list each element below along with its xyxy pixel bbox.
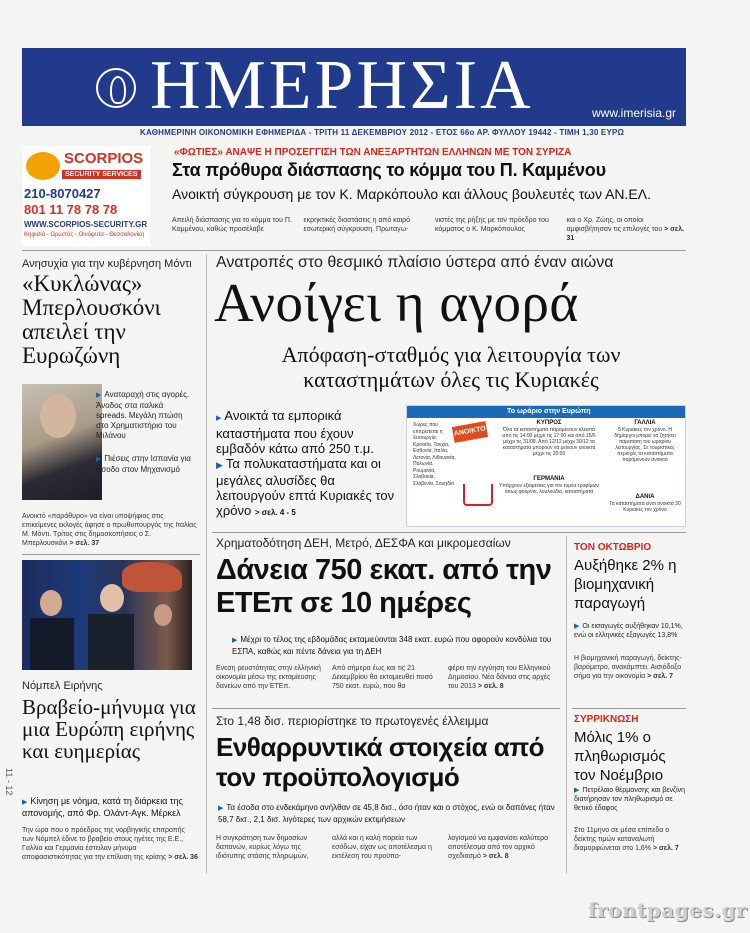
nobel-text bbox=[22, 826, 198, 862]
top-story-teaser bbox=[172, 216, 688, 243]
industry-text bbox=[574, 654, 686, 681]
graphic-cyprus-text: Όλα τα καταστήματα παραμένουν κλειστά από τις 14:00 μέχρι τις 17:00 και από 15/6 μέχρι τις 31/08. Από 12/12 μέχρι 30/12 τα καταστήματα μπορούν να μείνουν ανοικτά μέχρι τις 20:00 bbox=[502, 427, 596, 457]
photo-face bbox=[154, 604, 172, 626]
budget-col: Η συγκράτηση των δημοσίων δαπανών, κυρίως λόγω της ιδιότυπης στάσης πληρωμών, bbox=[216, 835, 309, 860]
divider bbox=[22, 250, 686, 251]
monti-photo bbox=[22, 384, 102, 500]
lead-kicker: Ανατροπές στο θεσμικό πλαίσιο ύστερα από έναν αιώνα bbox=[216, 254, 614, 271]
ad-cities: Κηφισιά - Ωρωπός - Οινόφυτα - Θεσσαλονίκη bbox=[24, 232, 145, 238]
monti-kicker: Ανησυχία για την κυβέρνηση Μόντι bbox=[22, 258, 192, 270]
page-ref[interactable]: > σελ. 36 bbox=[168, 854, 198, 861]
budget-body bbox=[216, 834, 556, 861]
divider bbox=[572, 708, 686, 709]
ad-brand: SCORPIOS bbox=[64, 150, 144, 167]
dateline: ΚΑΘΗΜΕΡΙΝΗ ΟΙΚΟΝΟΜΙΚΗ ΕΦΗΜΕΡΙΔΑ - ΤΡΙΤΗ 11 ΔΕΚΕΜΒΡΙΟΥ 2012 - ΕΤΟΣ 66ο ΑΡ. ΦΥΛΛΟΥ 19442 - ΤΙΜΗ 1,30 ΕΥΡΩ bbox=[140, 128, 625, 137]
industry-kicker: ΤΟΝ ΟΚΤΩΒΡΙΟ bbox=[574, 542, 652, 553]
budget-col-text: λογισμού να εμφανίσει καλύτερο αποτέλεσμα από τον αρχικό σχεδιασμό bbox=[448, 835, 548, 860]
eib-bullet: ▶ Μέχρι το τέλος της εβδομάδας εκταμιεύονται 348 εκατ. ευρώ που αφορούν κονδύλια του ΕΣΠΑ, καθώς και πέντε δάνεια για τη ΔΕΗ bbox=[232, 634, 562, 657]
inflation-headline[interactable]: Μόλις 1% ο πληθωρισμός τον Νοέμβριο bbox=[574, 729, 666, 784]
monti-bullet: ▶ Αναταραχή στις αγορές. Άνοδος στα ιταλικά spreads. Μεγάλη πτώση στο Χρηματιστήριο του Μιλάνου bbox=[96, 390, 192, 441]
shopping-cart-icon bbox=[463, 484, 493, 506]
inflation-text bbox=[574, 826, 686, 853]
graphic-cyprus bbox=[499, 420, 599, 457]
teaser-col bbox=[567, 216, 689, 243]
ad-website: WWW.SCORPIOS-SECURITY.GR bbox=[24, 220, 148, 229]
page-ref[interactable]: > σελ. 7 bbox=[647, 673, 673, 680]
top-story-dek: Ανοικτή σύγκρουση με τον Κ. Μαρκόπουλο και άλλους βουλευτές των ΑΝ.ΕΛ. bbox=[172, 186, 652, 202]
ad-phone-1: 210-8070427 bbox=[24, 186, 101, 201]
nobel-ceremony-photo bbox=[22, 560, 192, 670]
teaser-col: νιστές της ρήξης με τον πρόεδρο του κόμματος ο Κ. Μαρκόπουλος bbox=[435, 217, 549, 233]
graphic-countries: Χώρες που επιτρέπεται η λειτουργία: Κροατία, Τσεχία, Εσθονία, Ιταλία, Λετονία, Λιθουανία, Πολωνία, Ρουμανία, Σλοβακία, Σλοβενία, Σουηδία bbox=[413, 422, 456, 487]
divider bbox=[566, 536, 567, 874]
page-ref[interactable]: > σελ. 4 - 5 bbox=[254, 508, 296, 517]
photo-figure bbox=[88, 614, 134, 670]
divider bbox=[212, 708, 560, 709]
graphic-france bbox=[607, 420, 683, 463]
monti-headline[interactable]: «Κυκλώνας» Μπερλουσκόνι απειλεί την Ευρωζώνη bbox=[22, 271, 161, 368]
divider bbox=[206, 254, 207, 874]
monti-caption-text: Ανοικτό «παράθυρο» να είναι υποψήφιος στις επικείμενες εκλογές άφησε ο πρωθυπουργός της Ιταλίας Μ. Μόντι. Τρίτος στις δημοσκοπήσεις ο Σ. Μπερλουσκόνι bbox=[22, 513, 197, 547]
nobel-kicker: Νόμπελ Ειρήνης bbox=[22, 680, 103, 692]
monti-caption bbox=[22, 512, 198, 548]
page-ref[interactable]: > σελ. 8 bbox=[482, 853, 509, 860]
budget-col bbox=[448, 834, 556, 861]
inflation-text-body: Στο 11μηνο σε μέσα επίπεδα ο δείκτης τιμών καταναλωτή διαμορφώνεται στο 1,6% bbox=[574, 827, 670, 852]
masthead-title: ΗΜΕΡΗΣΙΑ bbox=[150, 47, 534, 124]
frontpages-watermark: frontpages.gr bbox=[588, 898, 748, 922]
budget-bullet: ▶ Τα έσοδα στο ενδεκάμηνο ανήλθαν σε 45,8 δισ., όσο ήταν και ο στόχος, ενώ οι δαπάνες ήταν 58,7 δισ., 2,1 δισ. λιγότερες των αρχικών εκτιμήσεων bbox=[218, 802, 562, 825]
nobel-text-body: Την ώρα που ο πρόεδρος της νορβηγικής επιτροπής των Νόμπελ έδινε το βραβείο στους ηγέτες της Ε.Ε., Γαλλία και Γερμανία έστειλαν μήνυμα αποφασιστικότητας για την επίλυση της κρίσης bbox=[22, 827, 185, 861]
scorpios-ad[interactable] bbox=[22, 146, 150, 246]
wheat-logo-icon bbox=[96, 68, 136, 108]
photo-face bbox=[40, 590, 62, 616]
page-ref[interactable]: > σελ. 31 bbox=[566, 226, 685, 242]
lead-bullet bbox=[216, 456, 396, 520]
nobel-headline[interactable]: Βραβείο-μήνυμα για μια Ευρώπη ειρήνης και ευημερίας bbox=[22, 695, 196, 763]
divider bbox=[22, 554, 200, 555]
nobel-bullet: ▶ Κίνηση με νόημα, κατά τη διάρκεια της απονομής, από Φρ. Ολάντ-Αγκ. Μέρκελ bbox=[22, 796, 198, 819]
inflation-bullet: ▶ Πετρέλαιο θέρμανσης και βενζίνη διατήρησαν τον πληθωρισμό σε θετικό έδαφος bbox=[574, 786, 686, 813]
inflation-kicker: ΣΥΡΡΙΚΝΩΣΗ bbox=[574, 714, 639, 725]
budget-kicker: Στο 1,48 δισ. περιορίστηκε το πρωτογενές έλλειμμα bbox=[216, 714, 489, 728]
photo-face bbox=[100, 584, 124, 612]
industry-headline[interactable]: Αυξήθηκε 2% η βιομηχανική παραγωγή bbox=[574, 557, 677, 612]
page-ref[interactable]: > σελ. 37 bbox=[69, 540, 100, 547]
graphic-cyprus-title: ΚΥΠΡΟΣ bbox=[536, 420, 562, 426]
eib-col: Από σήμερα έως και τις 21 Δεκεμβρίου θα εκταμιευθεί ποσό 750 εκατ. ευρώ, που θα bbox=[332, 665, 433, 690]
page-ref[interactable]: > σελ. 8 bbox=[477, 683, 504, 690]
budget-headline[interactable]: Ενθαρρυντικά στοιχεία από τον προϋπολογισμό bbox=[216, 732, 545, 792]
eib-col-text: φέρει την εγγύηση του Ελληνικού Δημοσίου. Νέα δάνεια στις αρχές του 2013 bbox=[448, 665, 551, 690]
ad-phone-2: 801 11 78 78 78 bbox=[24, 202, 118, 217]
industry-text-body: Η βιομηχανική παραγωγή, δείκτης-βαρόμετρο, ανακάμπτει. Αισιόδοξο σήμα για την οικονομία bbox=[574, 655, 682, 680]
masthead bbox=[22, 48, 686, 126]
open-stamp: ΑΝΟΙΚΤΟ bbox=[452, 421, 488, 443]
page-number-margin: 11 - 12 bbox=[4, 768, 14, 796]
graphic-germany-title: ΓΕΡΜΑΝΙΑ bbox=[533, 476, 565, 482]
top-story-headline[interactable]: Στα πρόθυρα διάσπασης το κόμμα του Π. Καμμένου bbox=[172, 160, 606, 180]
lead-bullet-text: ▶ Τα πολυκαταστήματα και οι μεγάλες αλυσίδες θα λειτουργούν επτά Κυριακές τον χρόνο bbox=[216, 456, 394, 518]
eib-headline[interactable]: Δάνεια 750 εκατ. από την ΕΤΕπ σε 10 ημέρες bbox=[216, 554, 552, 619]
teaser-col: Απειλή διάσπασης για το κόμμα του Π. Καμμένου, καθώς προσέλαβε bbox=[172, 217, 292, 233]
lead-dek: Απόφαση-σταθμός για λειτουργία των καταστημάτων όλες τις Κυριακές bbox=[281, 342, 621, 392]
industry-bullet: ▶ Οι εισαγωγές αυξήθηκαν 10,1%, ενώ οι ελληνικές εξαγωγές 13,8% bbox=[574, 622, 686, 640]
graphic-germany-text: Υπάρχουν εξαιρέσεις για τον τομέα τροφίμων όπως φούρνοι, λουλούδια, καταστήματα bbox=[499, 483, 599, 495]
lead-bullet: ▶ Ανοικτά τα εμπορικά καταστήματα που έχουν εμβαδόν κάτω από 250 τ.μ. bbox=[216, 408, 396, 456]
divider bbox=[212, 532, 686, 533]
graphic-france-text: 5 Κυριακές τον χρόνο. Η δήμαρχοι μπορεί να ζητήσει παράταση του ωραρίου λειτουργίας. Σε τουριστικές περιοχές τα καταστήματα παραμένουν ανοικτά bbox=[614, 427, 676, 463]
teaser-col: εκρηκτικές διαστάσεις η από καιρό εσωτερική σύγκρουση. Πρωταγω- bbox=[303, 217, 411, 233]
graphic-title: Το ωράριο στην Ευρώπη bbox=[407, 406, 685, 418]
eib-body bbox=[216, 664, 556, 691]
scorpion-logo-icon bbox=[26, 152, 60, 180]
lead-headline[interactable]: Ανοίγει η αγορά bbox=[214, 272, 579, 333]
graphic-germany bbox=[499, 476, 599, 495]
graphic-denmark-text: Τα καταστήματα είναι ανοικτά 30 Κυριακές τον χρόνο bbox=[609, 501, 681, 513]
teaser-col-text: και ο Χρ. Ζώης, οι οποίοι αμφισβήτησαν τις επιλογές του bbox=[566, 217, 663, 233]
ad-subtitle: SECURITY SERVICES bbox=[62, 170, 141, 179]
europe-hours-graphic bbox=[406, 405, 686, 527]
graphic-france-title: ΓΑΛΛΙΑ bbox=[634, 420, 656, 426]
graphic-denmark-title: ΔΑΝΙΑ bbox=[635, 494, 655, 500]
budget-col: αλλά και η καλή πορεία των εσόδων, είχαν ως αποτέλεσμα η εκτέλεση του προϋπο- bbox=[332, 835, 432, 860]
photo-figure bbox=[30, 618, 74, 670]
page-ref[interactable]: > σελ. 7 bbox=[652, 845, 679, 852]
graphic-denmark bbox=[607, 494, 683, 513]
top-story-kicker: «ΦΩΤΙΕΣ» ΑΝΑΨΕ Η ΠΡΟΣΕΓΓΙΣΗ ΤΩΝ ΑΝΕΞΑΡΤΗΤΩΝ ΕΛΛΗΝΩΝ ΜΕ ΤΟΝ ΣΥΡΙΖΑ bbox=[174, 147, 572, 158]
eib-kicker: Χρηματοδότηση ΔΕΗ, Μετρό, ΔΕΣΦΑ και μικρομεσαίων bbox=[216, 536, 511, 550]
eib-col bbox=[448, 664, 556, 691]
masthead-url[interactable]: www.imerisia.gr bbox=[591, 106, 676, 120]
monti-bullet: ▶ Πιέσεις στην Ισπανία για είσοδο στον Μηχανισμό bbox=[96, 454, 192, 475]
eib-col: Ενεση ρευστότητας στην ελληνική οικονομία μέσω της εκταμίευσης δανείων από την ΕΤΕπ. bbox=[216, 665, 321, 690]
photo-flowers bbox=[122, 562, 182, 592]
